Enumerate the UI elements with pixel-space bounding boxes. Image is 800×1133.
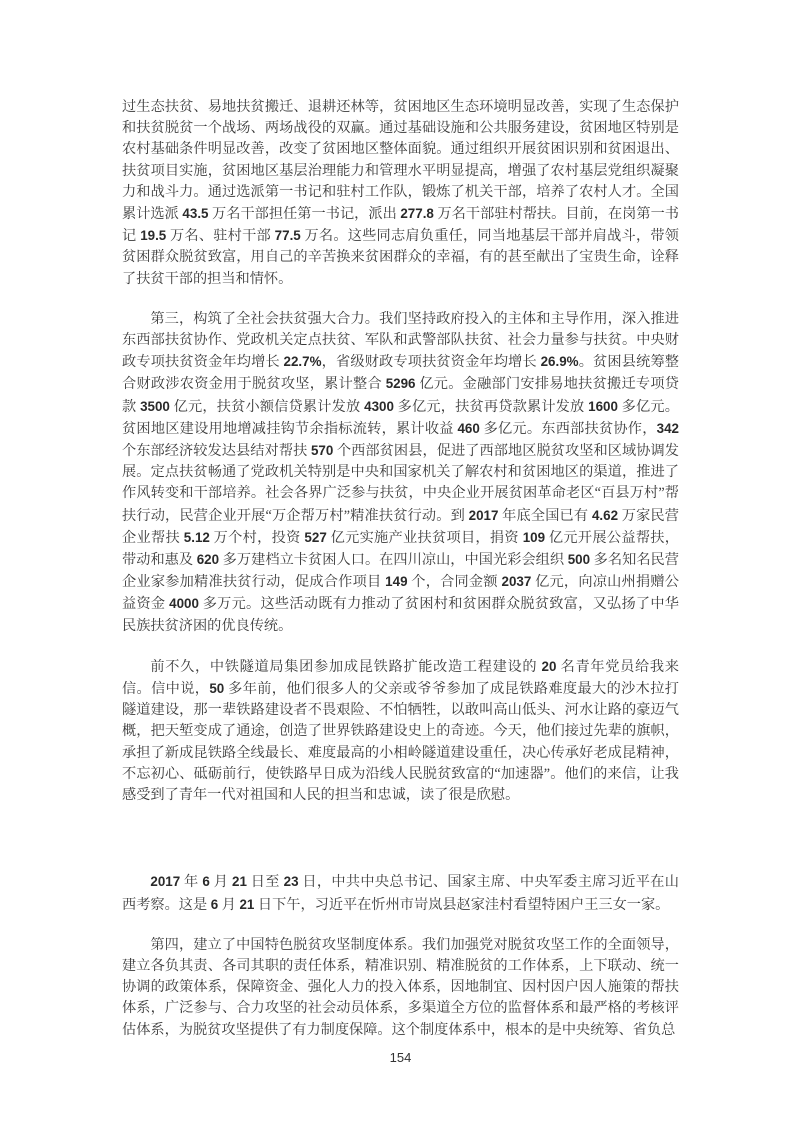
paragraph-3: 前不久，中铁隧道局集团参加成昆铁路扩能改造工程建设的 20 名青年党员给我来信。信中说，50 多年前，他们很多人的父亲或爷爷参加了成昆铁路难度最大的沙木拉打隧道建设，那一辈铁路建设者不畏艰险、不怕牺牲，以敢叫高山低头、河水让路的豪迈气概，把天堑变成了通途，创造了世界铁路建设史上的奇迹。今天，他们接过先辈的旗帜，承担了新成昆铁路全线最长、难度最高的小相岭隧道建设重任，决心传承好老成昆精神，不忘初心、砥砺前行，使铁路早日成为沿线人民脱贫致富的“加速器”。他们的来信，让我感受到了青年一代对祖国和人民的担当和忠诚，读了很是欣慰。 [122, 658, 679, 804]
numeric-value: 149 [385, 574, 408, 590]
numeric-value: 2037 [501, 574, 532, 590]
numeric-value: 50 [209, 681, 225, 697]
paragraph-2: 第三，构筑了全社会扶贫强大合力。我们坚持政府投入的主体和主导作用，深入推进东西部扶贫协作、党政机关定点扶贫、军队和武警部队扶贫、社会力量参与扶贫。中央财政专项扶贫资金年均增长 22.7%，省级财政专项扶贫资金年均增长 26.9%。贫困县统筹整合财政涉农资金用于脱贫攻坚，累计整合 5296 亿元。金融部门安排易地扶贫搬迁专项贷款 3500 亿元，扶贫小额信贷累计发放 4300 多亿元，扶贫再贷款累计发放 1600 多亿元。贫困地区建设用地增减挂钩节余指标流转，累计收益 460 多亿元。东西部扶贫协作，342 个东部经济较发达县结对帮扶 570 个西部贫困县，促进了西部地区脱贫攻坚和区域协调发展。定点扶贫畅通了党政机关特别是中央和国家机关了解农村和贫困地区的渠道，推进了作风转变和干部培养。社会各界广泛参与扶贫，中央企业开展贫困革命老区“百县万村”帮扶行动，民营企业开展“万企帮万村”精准扶贫行动。到 2017 年底全国已有 4.62 万家民营企业帮扶 5.12 万个村，投资 527 亿元实施产业扶贫项目，捐资 109 亿元开展公益帮扶，带动和惠及 620 多万建档立卡贫困人口。在四川凉山，中国光彩会组织 500 多名知名民营企业家参加精准扶贫行动，促成合作项目 149 个，合同金额 2037 亿元，向凉山州捐赠公益资金 4000 多万元。这些活动既有力推动了贫困村和贫困群众脱贫致富，又弘扬了中华民族扶贫济困的优良传统。 [122, 310, 679, 634]
numeric-value: 21 [232, 874, 247, 890]
numeric-value: 460 [457, 420, 480, 436]
numeric-value: 5.12 [183, 529, 210, 545]
numeric-value: 23 [283, 874, 299, 890]
numeric-value: 21 [239, 896, 255, 912]
numeric-value: 43.5 [182, 206, 209, 222]
numeric-value: 26.9% [540, 354, 579, 370]
photo-caption: 2017 年 6 月 21 日至 23 日，中共中央总书记、国家主席、中央军委主席习近平在山西考察。这是 6 月 21 日下午，习近平在忻州市岢岚县赵家洼村看望特困户王三女一家。 [122, 874, 679, 913]
numeric-value: 527 [304, 529, 327, 545]
numeric-value: 620 [196, 552, 220, 568]
numeric-value: 1600 [588, 398, 618, 414]
text-column [122, 97, 679, 1060]
numeric-value: 5296 [385, 376, 416, 392]
numeric-value: 77.5 [274, 228, 301, 244]
numeric-value: 2017 [468, 507, 499, 523]
numeric-value: 2017 [150, 874, 181, 890]
numeric-value: 4300 [364, 398, 394, 414]
numeric-value: 3500 [140, 398, 170, 414]
numeric-value: 6 [202, 874, 210, 890]
numeric-value: 22.7% [283, 354, 322, 370]
numeric-value: 4000 [169, 596, 199, 612]
numeric-value: 6 [210, 896, 219, 912]
page-number: 154 [389, 1050, 412, 1065]
paragraph-1: 过生态扶贫、易地扶贫搬迁、退耕还林等，贫困地区生态环境明显改善，实现了生态保护和扶贫脱贫一个战场、两场战役的双赢。通过基础设施和公共服务建设，贫困地区特别是农村基础条件明显改善，改变了贫困地区整体面貌。通过组织开展贫困识别和贫困退出、扶贫项目实施，贫困地区基层治理能力和管理水平明显提高，增强了农村基层党组织凝聚力和战斗力。通过选派第一书记和驻村工作队，锻炼了机关干部，培养了农村人才。全国累计选派 43.5 万名干部担任第一书记，派出 277.8 万名干部驻村帮扶。目前，在岗第一书记 19.5 万名、驻村干部 77.5 万名。这些同志肩负重任，同当地基层干部并肩战斗，带领贫困群众脱贫致富，用自己的辛苦换来贫困群众的幸福，有的甚至献出了宝贵生命，诠释了扶贫干部的担当和情怀。 [122, 99, 679, 287]
numeric-value: 109 [522, 529, 546, 545]
numeric-value: 4.62 [591, 507, 619, 523]
numeric-value: 570 [310, 443, 334, 459]
paragraph-5: 第四，建立了中国特色脱贫攻坚制度体系。我们加强党对脱贫攻坚工作的全面领导，建立各负其责、各司其职的责任体系，精准识别、精准脱贫的工作体系，上下联动、统一协调的政策体系，保障资金、强化人力的投入体系，因地制宜、因村因户因人施策的帮扶体系，广泛参与、合力攻坚的社会动员体系，多渠道全方位的监督体系和最严格的考核评估体系，为脱贫攻坚提供了有力制度保障。这个制度体系中，根本的是中央统筹、省负总 [122, 936, 679, 1038]
numeric-value: 277.8 [400, 206, 434, 222]
numeric-value: 500 [567, 552, 591, 568]
numeric-value: 20 [541, 658, 557, 674]
numeric-value: 19.5 [140, 228, 167, 244]
numeric-value: 342 [656, 420, 679, 436]
